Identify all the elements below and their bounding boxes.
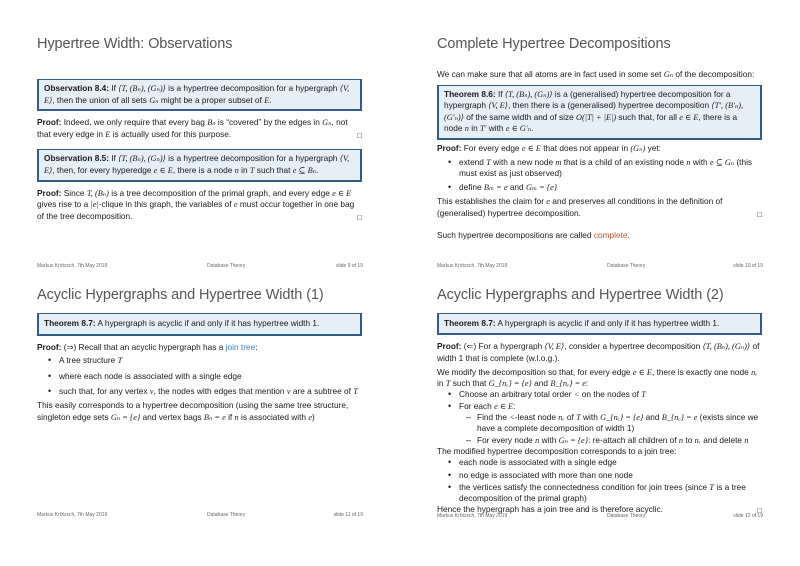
theorem-label: Theorem 8.6: [444,88,496,99]
math: v [286,387,291,397]
proof-label: Proof: [437,341,462,352]
math: e [233,200,238,210]
math: T [709,482,715,492]
observation-box [37,79,362,110]
slide-title: Complete Hypertree Decompositions [437,36,671,52]
math: n [234,165,239,175]
text: For each [459,400,495,411]
text: We can make sure that all atoms are in fact used in some set [437,69,664,79]
text: and preserves all conditions in the definition of (generalised) hypertree decomposition. [437,196,723,218]
slide-title: Acyclic Hypergraphs and Hypertree Width (2) [437,287,724,303]
math: < [509,413,515,423]
text: If [109,153,119,164]
text: is a tree decomposition of the primal graph, and every edge [108,187,333,198]
join-tree-properties [37,355,362,398]
math: n [744,435,749,445]
text: and delete [700,434,745,445]
math: e ∈ E [153,165,173,175]
text: : re-attach all children of [588,434,679,445]
math: n [535,435,540,445]
proof-paragraph [37,188,362,223]
math: Gₙ [663,70,674,79]
text: no edge is associated with more than one node [459,469,633,480]
math: nₑ [694,435,701,445]
text: , then there is a (generalised) hypertree decomposition [507,100,712,111]
math: v [149,387,154,397]
math: e ⊆ Gₙ [709,157,735,167]
math: ⟨T, (Bₙ), (Gₙ)⟩ [504,89,553,99]
math: Bₙ [207,118,216,128]
text: If [495,88,505,99]
text: , then, for every hyperedge [52,164,154,175]
footer-author-date: Markus Krötzsch, 7th May 2019 [37,512,108,518]
text: For every edge [461,142,522,153]
slide-footer [37,263,363,269]
math: ⟨T, (Bₙ), (Gₙ)⟩ [118,154,166,164]
text: might be a proper subset of [158,94,265,105]
text: gives rise to a [37,199,91,210]
text: , consider a hypertree decomposition [564,341,703,352]
text: For a hypergraph [476,341,545,352]
math: T′ [480,124,487,134]
slide-body [437,313,762,517]
math: e [308,412,313,422]
list-item [59,386,362,398]
text: , the nodes with edges that mention [153,386,287,397]
text: such that [450,378,489,389]
proof-label: Proof: [437,142,462,153]
join-tree-link[interactable]: join tree [225,341,256,352]
footer-slide-number: slide 9 of 19 [336,263,363,269]
direction-arrow: (⇒) [61,341,77,352]
text: on the nodes of [579,389,642,400]
text: is a (generalised) hypertree decomposition for a hypergraph [444,88,731,111]
text: with [539,434,559,445]
slide-footer [437,263,763,269]
text: such that, for all [616,111,680,122]
text: to [683,434,695,445]
math: ⟨T, (Bₙ), (Gₙ)⟩ [702,342,751,352]
list-item [459,157,762,180]
math: ⟨T′, (B′ₙ), (G′ₙ)⟩ [444,101,744,122]
text: Choose an arbitrary total order [459,389,574,400]
list-item [459,389,762,400]
text: must occur together in one bag of the tree decomposition. [37,199,355,221]
math: B_{nₑ} = e [550,379,586,389]
slide-12 [400,283,800,566]
text: : [255,341,258,352]
math: e ∈ E [679,112,699,122]
text: such that, for any vertex [59,386,150,397]
math: T [353,387,358,397]
text: , not that every edge in [37,117,348,139]
text: , there is a node [172,164,235,175]
math: nₑ [558,413,565,423]
footer-author-date: Markus Krötzsch, 7th May 2019 [37,263,108,269]
math: e ∈ E [332,188,352,198]
math: T [445,379,451,389]
text: This establishes the claim for [437,196,547,207]
slide-footer [37,512,363,518]
theorem-label: Theorem 8.7: [44,318,96,328]
slide-footer [437,513,763,519]
proof-steps [437,157,762,194]
theorem-box [37,313,362,335]
text: , there is a node [444,111,738,134]
text: is a tree decomposition of the primal graph) [459,481,746,504]
text: Indeed, we only require that every bag [61,117,208,128]
text: where each node is associated with a single edge [59,370,242,381]
math: n [234,412,239,422]
text: (exists since we have a complete decomposition of width 1) [477,412,759,434]
math: G_{nₑ} = {e} [600,413,644,423]
text: with [580,412,601,423]
text: of the decomposition: [673,69,755,79]
direction-arrow: (⇐) [461,341,477,352]
math: e ∈ E [494,401,514,411]
footer-author-date: Markus Krötzsch, 7th May 2019 [437,513,508,519]
proof-paragraph [437,341,762,364]
text: the vertices satisfy the connectedness condition for join trees (since [459,481,710,492]
math: Gₙ [322,118,332,128]
slide-10 [400,0,800,283]
text: and [507,181,526,192]
text: with [690,156,710,167]
math: B_{nₑ} = e [661,413,698,423]
math: T [249,165,255,175]
text: of [564,412,577,423]
text: yet: [645,142,661,153]
footer-slide-number: slide 10 of 19 [733,263,763,269]
text: ) [312,411,315,422]
text: (this must exist as just observed) [459,156,753,179]
list-item [459,401,762,446]
observation-box [37,149,362,180]
math: T, (Bₙ) [86,188,109,198]
join-tree-intro: The modified hypertree decomposition corresponds to a join tree: [437,445,677,456]
text: that does not appear in [540,142,631,153]
math: |e| [90,200,99,210]
text: . [316,164,319,175]
math: nₑ [751,367,758,377]
qed-symbol: □ [757,209,762,219]
list-item [459,482,762,505]
math: e ⊆ Bₙ [292,165,316,175]
text: Find the [477,412,510,423]
math: E [105,129,111,139]
text: in [437,378,446,389]
math: T [486,157,491,167]
qed-symbol: □ [757,506,762,516]
math: Gₘ = {e} [525,182,558,192]
list-item [59,371,362,383]
text: and [531,378,551,389]
text: Since [61,187,87,198]
math: G_{nₑ} = {e} [488,379,532,389]
list-item [59,355,362,367]
text: A tree structure [59,355,118,366]
text: such that [254,164,293,175]
closing-paragraph [437,230,762,242]
observation-label: Observation 8.5: [44,153,110,164]
text: is a hypertree decomposition for a hypergraph [165,83,340,93]
text: If [109,83,119,93]
text: and vertex bags [140,411,204,422]
text: that is a child of an existing node [561,156,687,167]
text: with [486,123,506,134]
math: n [686,157,691,167]
text: A hypergraph is acyclic if and only if it has hypertree width 1. [495,318,720,328]
slide-11 [0,283,400,566]
math: < [573,390,580,400]
math: ⟨V, E⟩ [44,84,350,105]
text: -clique in this graph, the variables of [98,199,234,210]
list-item [477,412,762,435]
math: n [678,435,684,445]
list-item [477,435,762,446]
proof-paragraph [437,143,762,155]
list-item [459,182,762,194]
join-tree-properties [437,457,762,504]
math: ⟨V, E⟩ [488,101,508,111]
modification-paragraph [437,367,762,390]
text: each node is associated with a single edge [459,457,617,468]
math: T [576,413,581,423]
math: Gₙ [149,95,159,105]
text: , then the union of all sets [52,94,150,105]
qed-symbol: □ [357,130,362,140]
sub-steps [459,412,762,446]
text: . [530,123,534,134]
text: This easily corresponds to a hypertree decomposition (using the same tree structure, singleton edge sets [37,399,349,422]
text: We modify the decomposition so that, for every edge [437,366,633,377]
text: is actually used for this purpose. [110,128,232,139]
math: (Gₙ) [630,143,646,153]
math: e ∈ G′ₙ [505,124,531,134]
text: extend [459,156,487,167]
math: Bₙ = e [203,412,226,422]
proof-label: Proof: [37,117,62,128]
proof-paragraph [37,117,362,140]
footer-slide-number: slide 12 of 19 [733,513,763,519]
math: Gₙ = {e} [558,435,589,445]
text: is associated with [238,411,309,422]
math: T [117,356,123,366]
proof-label: Proof: [37,187,62,198]
text: . [269,94,272,105]
footer-course: Database Theory [607,513,646,519]
text: , there is exactly one node [651,366,752,377]
text: For every node [477,434,536,445]
text: Recall that an acyclic hypergraph has a [76,341,226,352]
text: Hence the hypergraph has a join tree and is therefore acyclic. [437,504,663,515]
proof-paragraph [37,342,362,354]
conclusion-paragraph [37,400,362,423]
text: -least node [514,412,559,423]
math: Bₘ = e [483,182,508,192]
theorem-box [437,313,762,334]
modification-steps [437,389,762,445]
text: and [643,412,662,423]
slide-title: Hypertree Width: Observations [37,36,233,52]
math: ⟨T, (Bₙ), (Gₙ)⟩ [118,84,166,93]
text: is “covered” by the edges in [215,117,323,128]
math: E [264,95,270,105]
text: Such hypertree decompositions are called [437,229,594,240]
conclusion-paragraph [437,196,762,219]
text: : [585,378,589,389]
footer-slide-number: slide 11 of 19 [333,512,363,518]
proof-label: Proof: [37,341,62,352]
math: ⟨V, E⟩ [544,342,565,352]
intro-paragraph [437,69,762,81]
qed-symbol: □ [357,212,362,222]
math: n [464,124,469,134]
observation-label: Observation 8.4: [44,83,110,93]
footer-course: Database Theory [207,263,246,269]
text: with a new node [490,156,556,167]
math: Gₙ = {e} [110,412,141,422]
footer-course: Database Theory [607,263,646,269]
list-item [459,470,762,481]
text: . [627,229,630,240]
slide-body [37,79,362,227]
math: O(|T| + |E|) [576,112,617,122]
theorem-label: Theorem 8.7: [444,318,496,328]
slide-body [437,69,762,246]
list-item [459,457,762,468]
theorem-box [437,85,762,139]
footer-author-date: Markus Krötzsch, 7th May 2019 [437,263,508,269]
math: ⟨V, E⟩ [44,154,350,175]
text: in [468,123,480,134]
text: is a hypertree decomposition for a hypergraph [165,153,340,164]
text: are a subtree of [290,386,354,397]
text: : [513,400,516,411]
text: define [459,181,484,192]
defined-term: complete [593,229,628,240]
slide-9 [0,0,400,283]
slide-body [37,313,362,428]
slide-title: Acyclic Hypergraphs and Hypertree Width (1) [37,287,324,303]
math: m [555,157,562,167]
footer-course: Database Theory [207,512,246,518]
text: of the same width and of size [463,111,577,122]
math: e [546,197,550,207]
math: T [641,390,646,400]
text: A hypergraph is acyclic if and only if it has hypertree width 1. [95,318,320,328]
text: if [225,411,235,422]
text: of width 1 that is complete (w.l.o.g.). [437,341,760,363]
text: in [238,164,250,175]
math: e ∈ E [521,143,541,153]
math: e ∈ E [632,367,652,377]
